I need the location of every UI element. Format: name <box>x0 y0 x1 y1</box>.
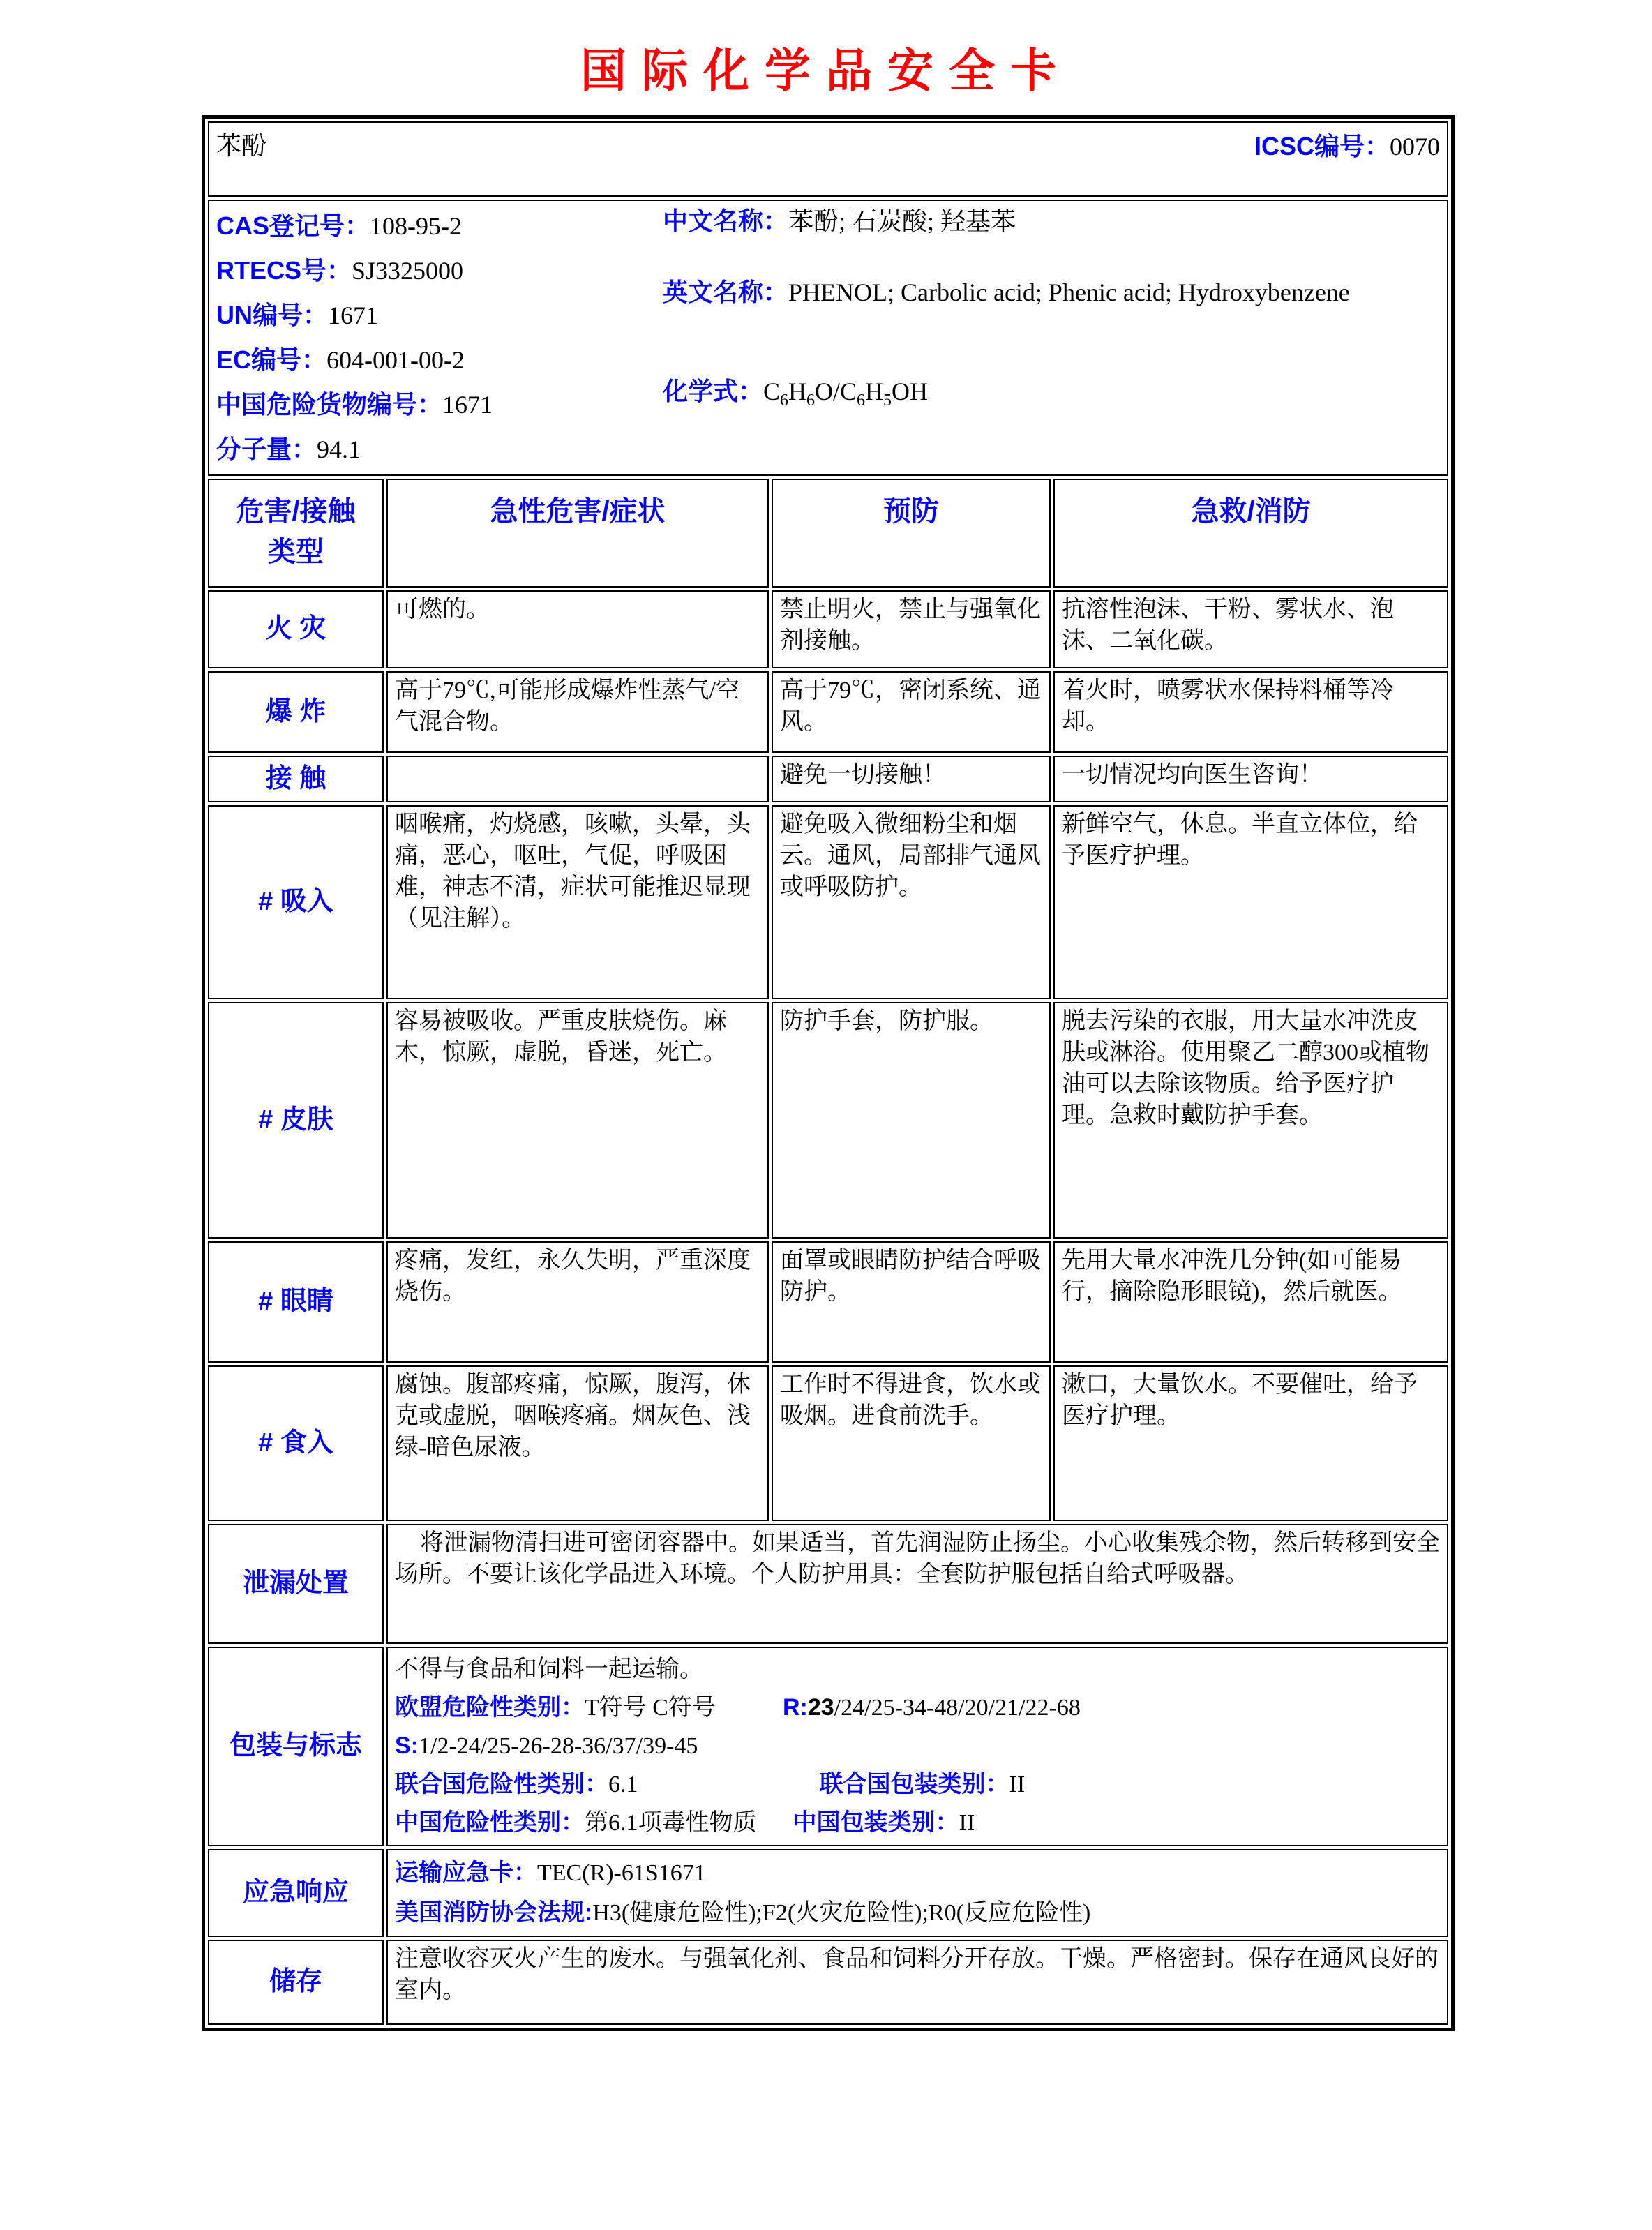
icsc-number <box>1254 130 1440 164</box>
hazard-row-fire <box>208 590 1448 668</box>
icsc-number-value: 0070 <box>1390 133 1441 160</box>
ingestion-symptoms: 腐蚀。腹部疼痛，惊厥，腹泻，休克或虚脱，咽喉疼痛。烟灰色、浅绿-暗色尿液。 <box>386 1365 769 1521</box>
un-class-line: 联合国危险性类别：6.1 联合国包装类别：II <box>395 1771 1026 1797</box>
eyes-symptoms: 疼痛，发红，永久失明，严重深度烧伤。 <box>386 1241 769 1363</box>
emergency-row <box>208 1849 1448 1937</box>
table-header-row <box>208 479 1448 588</box>
packaging-label: 包装与标志 <box>208 1647 384 1846</box>
fire-prevention: 禁止明火，禁止与强氧化剂接触。 <box>772 590 1051 668</box>
inhalation-firstaid: 新鲜空气，休息。半直立体位，给予医疗护理。 <box>1053 805 1448 999</box>
explosion-firstaid: 着火时，喷雾状水保持料桶等冷却。 <box>1053 671 1448 753</box>
contact-label: 接 触 <box>208 756 384 802</box>
packaging-row <box>208 1647 1448 1846</box>
skin-prevention: 防护手套，防护服。 <box>772 1002 1051 1239</box>
molecular-weight-line: 分子量：94.1 <box>216 435 361 463</box>
explosion-label: 爆 炸 <box>208 671 384 753</box>
un-number-line: UN编号：1671 <box>216 301 378 329</box>
ingestion-prevention: 工作时不得进食，饮水或吸烟。进食前洗手。 <box>772 1365 1051 1521</box>
rtecs-number-line: RTECS号：SJ3325000 <box>216 256 464 285</box>
inhalation-label: # 吸入 <box>208 805 384 999</box>
storage-row <box>208 1940 1448 2025</box>
skin-label: # 皮肤 <box>208 1002 384 1239</box>
chinese-name-line: 中文名称：苯酚; 石炭酸; 羟基苯 <box>663 207 1016 235</box>
icsc-number-label: ICSC编号： <box>1254 132 1390 160</box>
spill-text: 将泄漏物清扫进可密闭容器中。如果适当，首先润湿防止扬尘。小心收集残余物，然后转移到安全场所。不要让该化学品进入环境。个人防护用具：全套防护服包括自给式呼吸器。 <box>395 1530 1440 1587</box>
name-row <box>208 121 1448 197</box>
s-phrases-line: S:1/2-24/25-26-28-36/37/39-45 <box>395 1733 698 1759</box>
contact-prevention: 避免一切接触！ <box>772 756 1051 802</box>
contact-firstaid: 一切情况均向医生咨询！ <box>1053 756 1448 802</box>
ingestion-firstaid: 漱口，大量饮水。不要催吐，给予医疗护理。 <box>1053 1365 1448 1521</box>
skin-symptoms: 容易被吸收。严重皮肤烧伤。麻木，惊厥，虚脱，昏迷，死亡。 <box>386 1002 769 1239</box>
chemical-name: 苯酚 <box>216 132 267 160</box>
eyes-prevention: 面罩或眼睛防护结合呼吸防护。 <box>772 1241 1051 1363</box>
explosion-symptoms: 高于79℃,可能形成爆炸性蒸气/空气混合物。 <box>386 671 769 753</box>
header-hazard-type: 危害/接触 类型 <box>208 479 384 588</box>
fire-label: 火 灾 <box>208 590 384 668</box>
emergency-label: 应急响应 <box>208 1849 384 1937</box>
inhalation-symptoms: 咽喉痛，灼烧感，咳嗽，头晕，头痛，恶心，呕吐，气促，呼吸困难，神志不清，症状可能推迟显现（见注解）。 <box>386 805 769 999</box>
identification-row <box>208 200 1448 476</box>
identification-right <box>663 204 1440 472</box>
inhalation-prevention: 避免吸入微细粉尘和烟云。通风，局部排气通风或呼吸防护。 <box>772 805 1051 999</box>
eu-hazard-line: 欧盟危险性类别：T符号 C符号 R:23/24/25-34-48/20/21/22-68 <box>395 1694 1081 1721</box>
spill-text-cell <box>386 1524 1448 1644</box>
tec-card-line: 运输应急卡：TEC(R)-61S1671 <box>395 1859 706 1886</box>
identification-left <box>216 204 663 472</box>
contact-symptoms <box>386 756 769 802</box>
fire-firstaid: 抗溶性泡沫、干粉、雾状水、泡沫、二氧化碳。 <box>1053 590 1448 668</box>
spill-row <box>208 1524 1448 1644</box>
storage-text-cell <box>386 1940 1448 2025</box>
ec-number-line: EC编号：604-001-00-2 <box>216 345 465 374</box>
icsc-card-table <box>202 115 1455 2031</box>
fire-symptoms: 可燃的。 <box>386 590 769 668</box>
hazard-row-eyes <box>208 1241 1448 1363</box>
hazard-row-skin <box>208 1002 1448 1239</box>
hazard-row-ingestion <box>208 1365 1448 1521</box>
chemical-formula-line: 化学式：$C_6H_6O/C_6H_5OH$ <box>663 377 929 410</box>
header-acute-symptoms: 急性危害/症状 <box>386 479 769 588</box>
skin-firstaid: 脱去污染的衣服，用大量水冲洗皮肤或淋浴。使用聚乙二醇300或植物油可以去除该物质。给予医疗护理。急救时戴防护手套。 <box>1053 1002 1448 1239</box>
hazard-row-contact <box>208 756 1448 802</box>
packaging-transport-note: 不得与食品和饲料一起运输。 <box>395 1656 703 1682</box>
packaging-cell <box>386 1647 1448 1846</box>
spill-label: 泄漏处置 <box>208 1524 384 1644</box>
emergency-cell <box>386 1849 1448 1937</box>
china-dg-number-line: 中国危险货物编号：1671 <box>216 390 493 419</box>
eyes-label: # 眼睛 <box>208 1241 384 1363</box>
ingestion-label: # 食入 <box>208 1365 384 1521</box>
nfpa-line: 美国消防协会法规:H3(健康危险性);F2(火灾危险性);R0(反应危险性) <box>395 1899 1091 1926</box>
hazard-row-inhalation <box>208 805 1448 999</box>
identification-cell <box>208 200 1448 476</box>
page-title: 国际化学品安全卡 <box>580 46 1072 97</box>
english-name-line: 英文名称：PHENOL; Carbolic acid; Phenic acid; Hydroxybenzene <box>663 278 1350 306</box>
hazard-row-explosion <box>208 671 1448 753</box>
eyes-firstaid: 先用大量水冲洗几分钟(如可能易行，摘除隐形眼镜)，然后就医。 <box>1053 1241 1448 1363</box>
storage-label: 储存 <box>208 1940 384 2025</box>
explosion-prevention: 高于79℃，密闭系统、通风。 <box>772 671 1051 753</box>
header-prevention: 预防 <box>772 479 1051 588</box>
name-cell <box>208 121 1448 197</box>
header-firstaid-fire: 急救/消防 <box>1053 479 1448 588</box>
storage-text: 注意收容灭火产生的废水。与强氧化剂、食品和饲料分开存放。干燥。严格密封。保存在通风良好的室内。 <box>395 1946 1439 2003</box>
chemical-formula: $C_6H_6O/C_6H_5OH$ <box>763 377 929 410</box>
cas-number-line: CAS登记号：108-95-2 <box>216 211 462 240</box>
cn-class-line: 中国危险性类别：第6.1项毒性物质 中国包装类别：II <box>395 1809 975 1836</box>
